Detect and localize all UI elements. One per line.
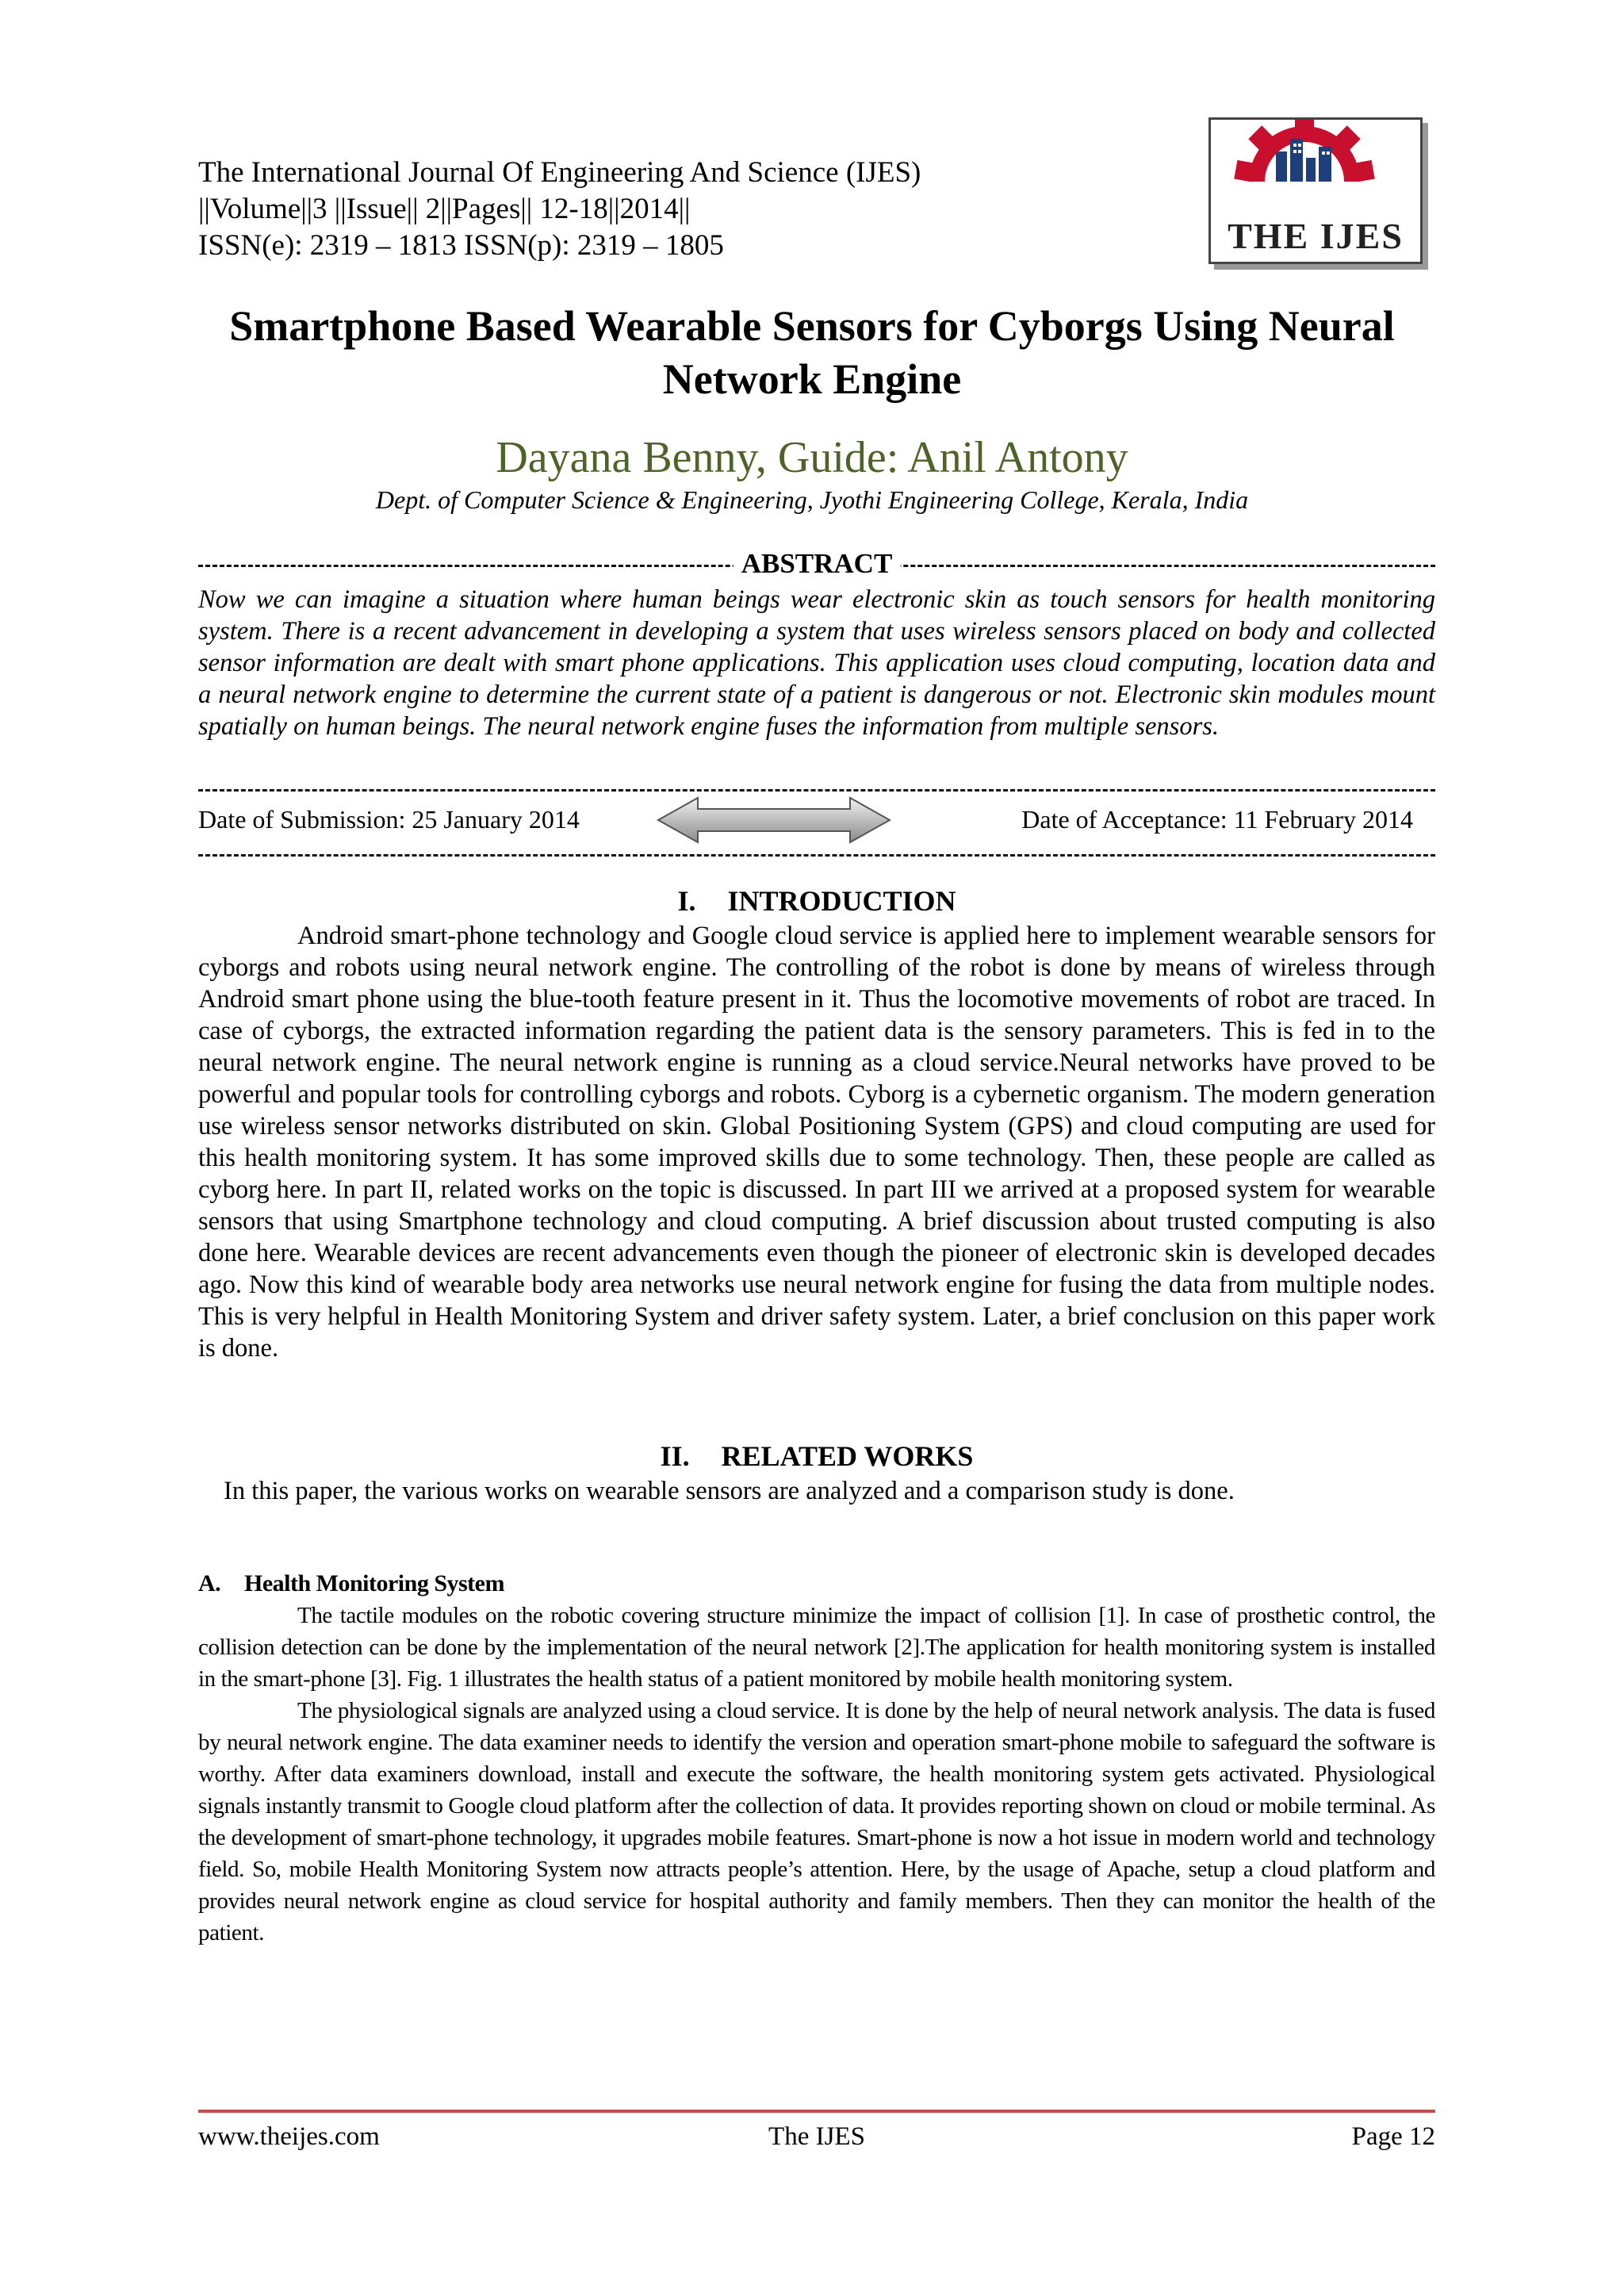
ijes-logo [1208, 117, 1423, 264]
related-works-body [224, 1475, 1461, 1507]
gear-icon [1211, 120, 1420, 215]
double-arrow-icon [655, 795, 893, 845]
page-number: Page 12 [1351, 2122, 1435, 2151]
subsection-health-monitoring-heading [198, 1570, 504, 1597]
subsection-number: A. [198, 1570, 221, 1596]
section-number: I. [677, 885, 696, 917]
section-number: II. [660, 1440, 690, 1472]
section-title: INTRODUCTION [727, 885, 956, 917]
journal-header [198, 155, 921, 264]
journal-name: The International Journal Of Engineering And Science (IJES) [198, 156, 921, 189]
footer-rule [198, 2110, 1435, 2113]
introduction-body [198, 920, 1435, 1364]
affiliation: Dept. of Computer Science & Engineering, Jyothi Engineering College, Kerala, India [375, 485, 1249, 514]
introduction-paragraph: Android smart-phone technology and Google cloud service is applied here to implement wearable sensors for cyborgs and robots using neural network engine. The controlling of the robot is done by means of wireless through Android smart phone using the blue-tooth feature present in it. Thus the locomotive movements of robot are traced. In case of cyborgs, the extracted information regarding the patient data is the sensory parameters. This is fed in to the neural network engine. The neural network engine is running as a cloud service.Neural networks have proved to be powerful and popular tools for controlling cyborgs and robots. Cyborg is a cybernetic organism. The modern generation use wireless sensor networks distributed on skin. Global Positioning System (GPS) and cloud computing are used for this health monitoring system. It has some improved skills due to some technology. Then, these people are called as cyborg here. In part II, related works on the topic is discussed. In part III we arrived at a proposed system for wearable sensors that using Smartphone technology and cloud computing. A brief discussion about trusted computing is also done here. Wearable devices are recent advancements even though the pioneer of electronic skin is developed decades ago. Now this kind of wearable body area networks use neural network engine for fusing the data from multiple nodes. This is very helpful in Health Monitoring System and driver safety system. Later, a brief conclusion on this paper work is done. [198, 922, 1435, 1363]
health-monitoring-body [198, 1600, 1435, 1949]
section-related-works-heading [198, 1439, 1435, 1473]
title-line-1: Smartphone Based Wearable Sensors for Cyborgs Using Neural [229, 302, 1395, 350]
logo-text: THE IJES [1228, 216, 1404, 256]
divider [198, 789, 1435, 792]
footer-journal: The IJES [768, 2122, 865, 2151]
section-introduction-heading [198, 884, 1435, 918]
authors: Dayana Benny, Guide: Anil Antony [496, 433, 1128, 482]
footer-website: www.theijes.com [198, 2122, 380, 2151]
paper-title [159, 300, 1465, 406]
journal-volume: ||Volume||3 ||Issue|| 2||Pages|| 12-18||2014|| [198, 193, 691, 225]
health-paragraph-2: The physiological signals are analyzed using a cloud service. It is done by the help of neural network analysis. The data is fused by neural network engine. The data examiner needs to identify the version and operation smart-phone mobile to safeguard the software is worthy. After data examiners download, install and execute the software, the health monitoring system gets activated. Physiological signals instantly transmit to Google cloud platform after the collection of data. It provides reporting shown on cloud or mobile terminal. As the development of smart-phone technology, it upgrades mobile features. Smart-phone is now a hot issue in modern world and technology field. So, mobile Health Monitoring System now attracts people’s attention. Here, by the usage of Apache, setup a cloud platform and provides neural network engine as cloud service for hospital authority and family members. Then they can monitor the health of the patient. [198, 1698, 1435, 1945]
abstract-header [198, 546, 1435, 585]
abstract-label: ABSTRACT [733, 546, 901, 582]
related-works-paragraph: In this paper, the various works on wearable sensors are analyzed and a comparison study is done. [224, 1477, 1235, 1505]
section-title: RELATED WORKS [721, 1440, 974, 1472]
health-paragraph-1: The tactile modules on the robotic covering structure minimize the impact of collision [1]. In case of prosthetic control, the collision detection can be done by the implementation of the neural network [2].The application for health monitoring system is installed in the smart-phone [3]. Fig. 1 illustrates the health status of a patient monitored by mobile health monitoring system. [198, 1603, 1435, 1692]
subsection-title: Health Monitoring System [244, 1570, 504, 1596]
title-line-2: Network Engine [662, 355, 962, 403]
journal-issn: ISSN(e): 2319 – 1813 ISSN(p): 2319 – 1805 [198, 229, 724, 262]
acceptance-date: Date of Acceptance: 11 February 2014 [1021, 805, 1413, 834]
abstract-text: Now we can imagine a situation where human beings wear electronic skin as touch sensors for health monitoring system. There is a recent advancement in developing a system that uses wireless sensors placed on body and collected sensor information are dealt with smart phone applications. This application uses cloud computing, location data and a neural network engine to determine the current state of a patient is dangerous or not. Electronic skin modules mount spatially on human beings. The neural network engine fuses the information from multiple sensors. [198, 585, 1435, 741]
divider [198, 854, 1435, 857]
submission-date: Date of Submission: 25 January 2014 [198, 805, 580, 834]
